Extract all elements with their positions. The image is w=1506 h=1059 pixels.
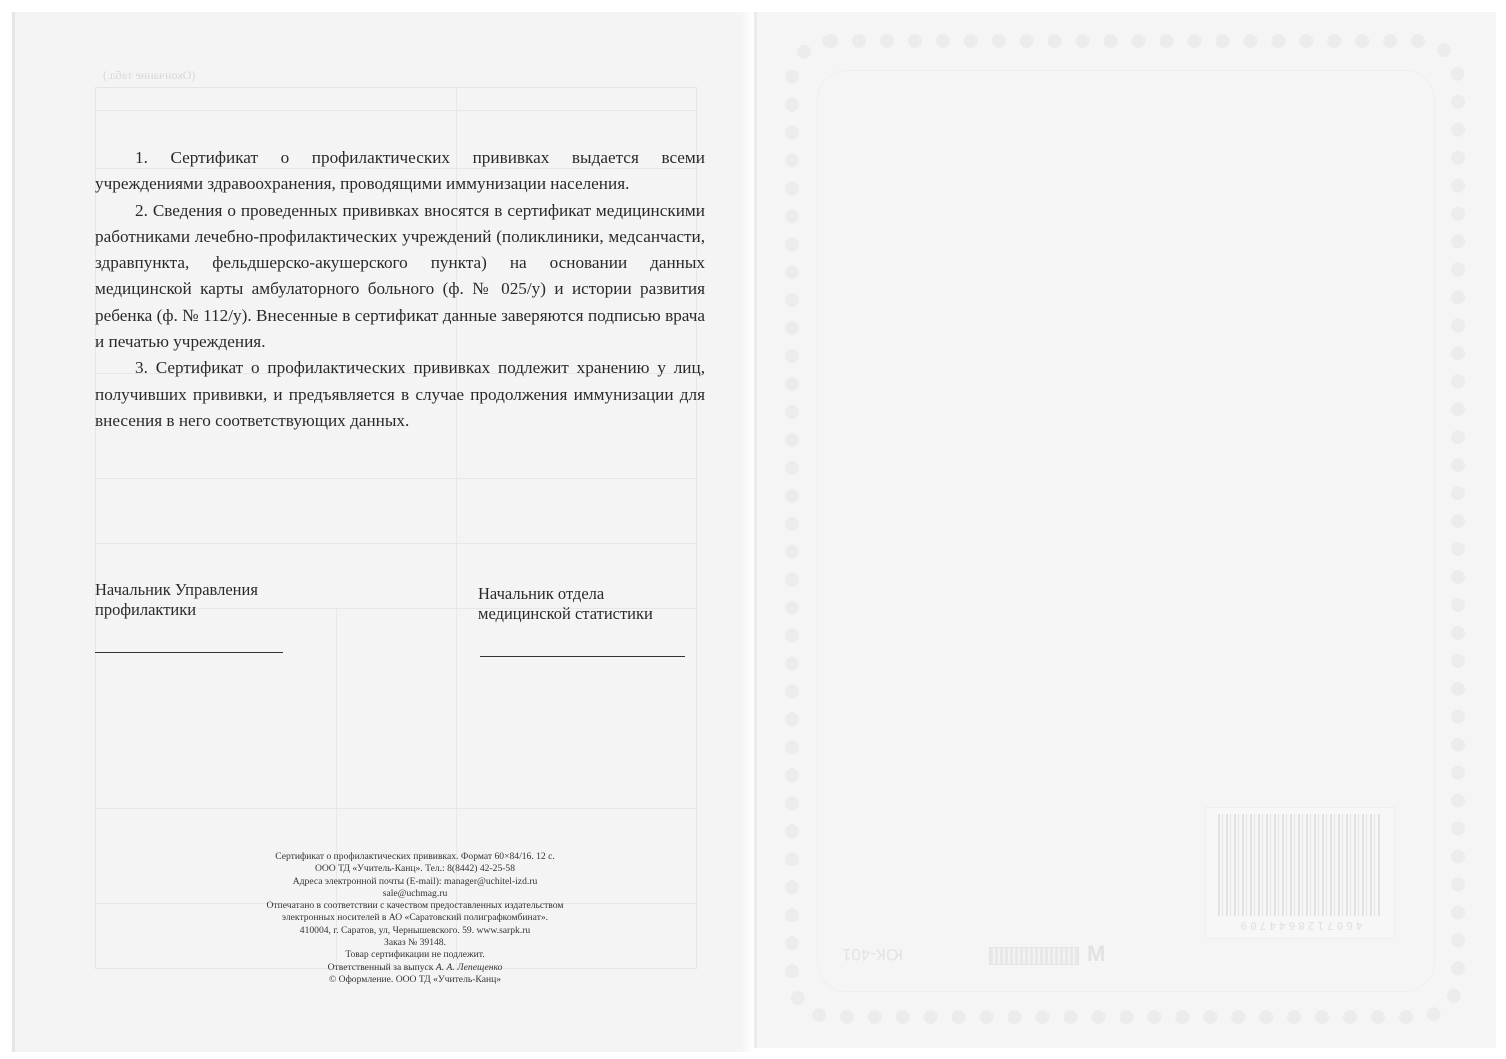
signature-block-prevention-head bbox=[95, 580, 315, 620]
signature-block-statistics-head bbox=[478, 584, 718, 624]
signature-title-line: медицинской статистики bbox=[478, 604, 653, 623]
ghost-table-row-line bbox=[96, 110, 696, 111]
product-code: ЮК-401 bbox=[842, 945, 904, 964]
imprint-line: Товар сертификации не подлежит. bbox=[345, 949, 485, 961]
ghost-table-row-line bbox=[96, 808, 696, 809]
barcode-digits: 4607128644709 bbox=[1237, 919, 1363, 932]
signature-line-right bbox=[480, 656, 685, 657]
publisher-mark-icon: M bbox=[1087, 941, 1106, 966]
left-page bbox=[12, 12, 752, 1052]
imprint-line: Заказ № 39148. bbox=[384, 937, 446, 949]
ghost-table-row-line bbox=[96, 478, 696, 479]
instruction-paragraph-1: 1. Сертификат о профилактических прививках выдается всеми учреждениями здравоохранения, проводящими иммунизации населения. bbox=[95, 148, 705, 194]
imprint-responsible-name: А. А. Лепещенко bbox=[435, 961, 503, 973]
ghost-table-caption: (Окончание табл.) bbox=[103, 68, 196, 82]
barcode bbox=[1205, 807, 1395, 939]
imprint-line: © Оформление. ООО ТД «Учитель-Канц» bbox=[328, 973, 502, 985]
barcode-bars-icon bbox=[1218, 814, 1382, 916]
signature-title-line: Начальник Управления bbox=[95, 580, 258, 599]
right-page-back-cover bbox=[754, 12, 1496, 1048]
publisher-logo-icon bbox=[989, 947, 1079, 965]
imprint-line: Отпечатано в соответствии с качеством предоставленных издательством bbox=[266, 900, 564, 912]
signature-title-line: Начальник отдела bbox=[478, 584, 605, 603]
imprint-line bbox=[185, 962, 645, 974]
imprint-line: 410004, г. Саратов, ул, Чернышевского. 59. www.sarpk.ru bbox=[299, 924, 531, 936]
signature-title-line: профилактики bbox=[95, 600, 197, 619]
imprint-line: Адреса электронной почты (E-mail): manager@uchitel-izd.ru bbox=[292, 875, 538, 887]
instruction-paragraph-3: 3. Сертификат о профилактических прививках подлежит хранению у лиц, получивших прививки, и предъявляется в случае продолжения иммунизации для внесения в него соответствующих данных. bbox=[95, 358, 705, 430]
imprint-line: Сертификат о профилактических прививках. Формат 60×84/16. 12 с. bbox=[275, 851, 555, 862]
ghost-table-row-line bbox=[96, 543, 696, 544]
imprint-line: ООО ТД «Учитель-Канц». Тел.: 8(8442) 42-25-58 bbox=[314, 863, 516, 875]
publisher-imprint bbox=[185, 851, 645, 986]
instruction-paragraph-2: 2. Сведения о проведенных прививках вносятся в сертификат медицинскими работниками лечебно-профилактических учреждений (поликлиники, медсанчасти, здравпункта, фельдшерско-акушерского пункта) на основании данных медицинской карты амбулаторного больного (ф. № 025/у) и истории развития ребенка (ф. № 112/у). Внесенные в сертификат данные заверяются подписью врача и печатью учреждения. bbox=[95, 200, 705, 352]
book-spine bbox=[742, 12, 754, 1052]
certificate-instructions bbox=[95, 145, 705, 434]
imprint-responsible-label: Ответственный за выпуск bbox=[327, 961, 436, 973]
imprint-line: электронных носителей в АО «Саратовский полиграфкомбинат». bbox=[281, 912, 549, 924]
imprint-line: sale@uchmag.ru bbox=[382, 887, 448, 899]
signature-line-left bbox=[95, 652, 283, 653]
